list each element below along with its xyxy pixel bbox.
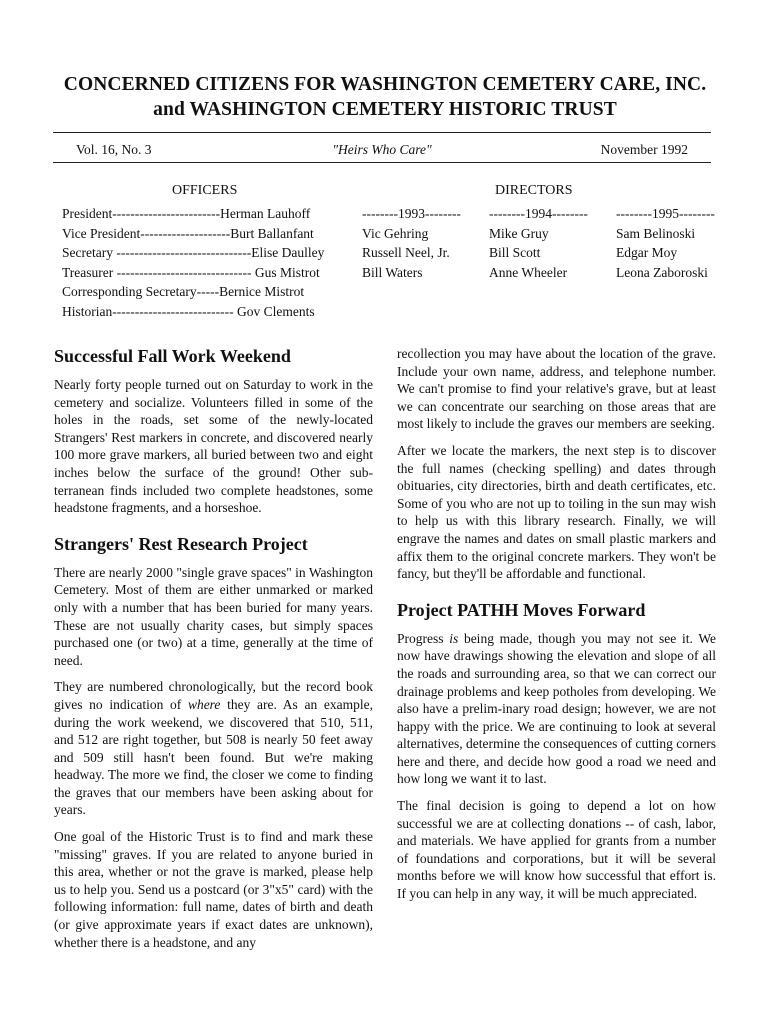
left-column <box>54 345 373 960</box>
officer-line: Corresponding Secretary-----Bernice Mistrot <box>62 284 305 299</box>
volume-number: Vol. 16, No. 3 <box>76 142 152 157</box>
director-name: Leona Zaboroski <box>616 264 708 280</box>
emphasis-text: where <box>187 696 221 712</box>
text-run: Progress <box>397 630 450 646</box>
article-paragraph <box>397 630 716 788</box>
article-paragraph: There are nearly 2000 "single grave spaces" in Washington Cemetery. Most of them are either unmarked or marked only with a number that has been buried for many years. These are not usually charity cases, but simply spaces purchased one (or two) at a time, generally at the time of need. <box>54 564 373 668</box>
newsletter-motto: "Heirs Who Care" <box>332 142 432 157</box>
emphasis-text: is <box>449 630 459 646</box>
officers-heading: OFFICERS <box>172 183 238 198</box>
director-term: --------1993-------- <box>362 206 461 221</box>
masthead <box>40 72 730 122</box>
bottom-divider <box>53 162 711 163</box>
article-paragraph <box>54 678 373 819</box>
director-name: Anne Wheeler <box>489 264 568 280</box>
article-paragraph: recollection you may have about the location of the grave. Include your own name, address, and telephone number. We can't promise to find your relative's grave, but at least we can concentrate our searching on those areas that are most likely to include the graves our members are seeking. <box>397 346 716 432</box>
article-paragraph: Nearly forty people turned out on Saturday to work in the cemetery and socialize. Volunteers filled in some of the holes in the roads, set some of the newly-located Strangers' Rest markers in concrete, and discovered nearly 100 more grave markers, all buried between two and eight inches below the surface of the ground! Other sub-terranean finds included two complete headstones, some headstone fragments, and a horseshoe. <box>54 377 373 516</box>
masthead-title-line2: and WASHINGTON CEMETERY HISTORIC TRUST <box>153 99 617 120</box>
article-title-strangers-rest: Strangers' Rest Research Project <box>54 533 308 554</box>
officer-line: Vice President--------------------Burt Ballanfant <box>62 225 314 241</box>
article-paragraph: One goal of the Historic Trust is to find and mark these "missing" graves. If you are related to anyone buried in this area, whether or not the grave is marked, please help us to help you. Send us a postcard (or 3"x5" card) with the following information: full name, dates of birth and death (or give approximate years if exact dates are unknown), whether there is a headstone, and any <box>54 829 373 950</box>
text-run: they are. As an example, during the work weekend, we discovered that 510, 511, and 512 are right together, but 508 is nearly 50 feet away and 509 still hasn't been found. But we're making headway. The more we find, the closer we come to finding the graves that our members have been asking about for years. <box>54 696 374 818</box>
issue-info-row <box>76 142 688 160</box>
top-divider <box>53 132 711 133</box>
directors-column-1993 <box>362 204 461 282</box>
article-title-project-pathh: Project PATHH Moves Forward <box>397 599 646 620</box>
right-column <box>397 345 716 912</box>
directors-column-1994 <box>489 204 588 282</box>
director-name: Sam Belinoski <box>616 225 696 241</box>
issue-date: November 1992 <box>600 142 688 157</box>
officers-list <box>62 204 324 321</box>
text-run: They are numbered chronologically, but the record book gives no indication of <box>54 679 373 712</box>
article-paragraph: The final decision is going to depend a lot on how successful we are at collecting donations -- of cash, labor, and materials. We have applied for grants from a number of foundations and corporations, but it will be several months before we will know how successful that effort is. If you can help in any way, it will be much appreciated. <box>397 798 716 902</box>
article-paragraph: After we locate the markers, the next step is to discover the full names (checking spelling) and dates through obituaries, city directories, birth and death certificates, etc. Some of you who are not up to toiling in the sun may wish to help us with this library research. Finally, we will engrave the names and dates on small plastic markers and affix them to the original concrete markers. They won't be fancy, but they'll be affordable and functional. <box>397 442 716 582</box>
director-term: --------1995-------- <box>616 206 715 221</box>
director-name: Edgar Moy <box>616 245 678 260</box>
director-name: Bill Scott <box>489 245 541 260</box>
director-name: Russell Neel, Jr. <box>362 245 450 260</box>
director-name: Mike Gruy <box>489 225 549 241</box>
text-run: being made, though you may not see it. We now have drawings showing the elevation and slope of all the roads and surrounding area, so that we can correct our drainage problems and keep potholes from developing. We also have a prelim-inary road design; however, we are not happy with the price. We are continuing to look at several alternatives, determine the consequences of cutting corners here and there, and decide how good a road we need and how long we want it to last. <box>397 630 717 787</box>
director-term: --------1994-------- <box>489 206 588 221</box>
officer-line: President------------------------Herman Lauhoff <box>62 206 311 221</box>
masthead-title-line1: CONCERNED CITIZENS FOR WASHINGTON CEMETERY CARE, INC. <box>63 74 707 95</box>
directors-heading: DIRECTORS <box>495 183 573 198</box>
director-name: Vic Gehring <box>362 225 429 241</box>
officer-line: Treasurer ------------------------------ Gus Mistrot <box>62 264 320 280</box>
director-name: Bill Waters <box>362 264 423 280</box>
officer-line: Secretary ------------------------------Elise Daulley <box>62 245 325 260</box>
directors-column-1995 <box>616 204 715 282</box>
article-title-fall-work-weekend: Successful Fall Work Weekend <box>54 346 291 366</box>
officer-line: Historian--------------------------- Gov Clements <box>62 303 315 319</box>
